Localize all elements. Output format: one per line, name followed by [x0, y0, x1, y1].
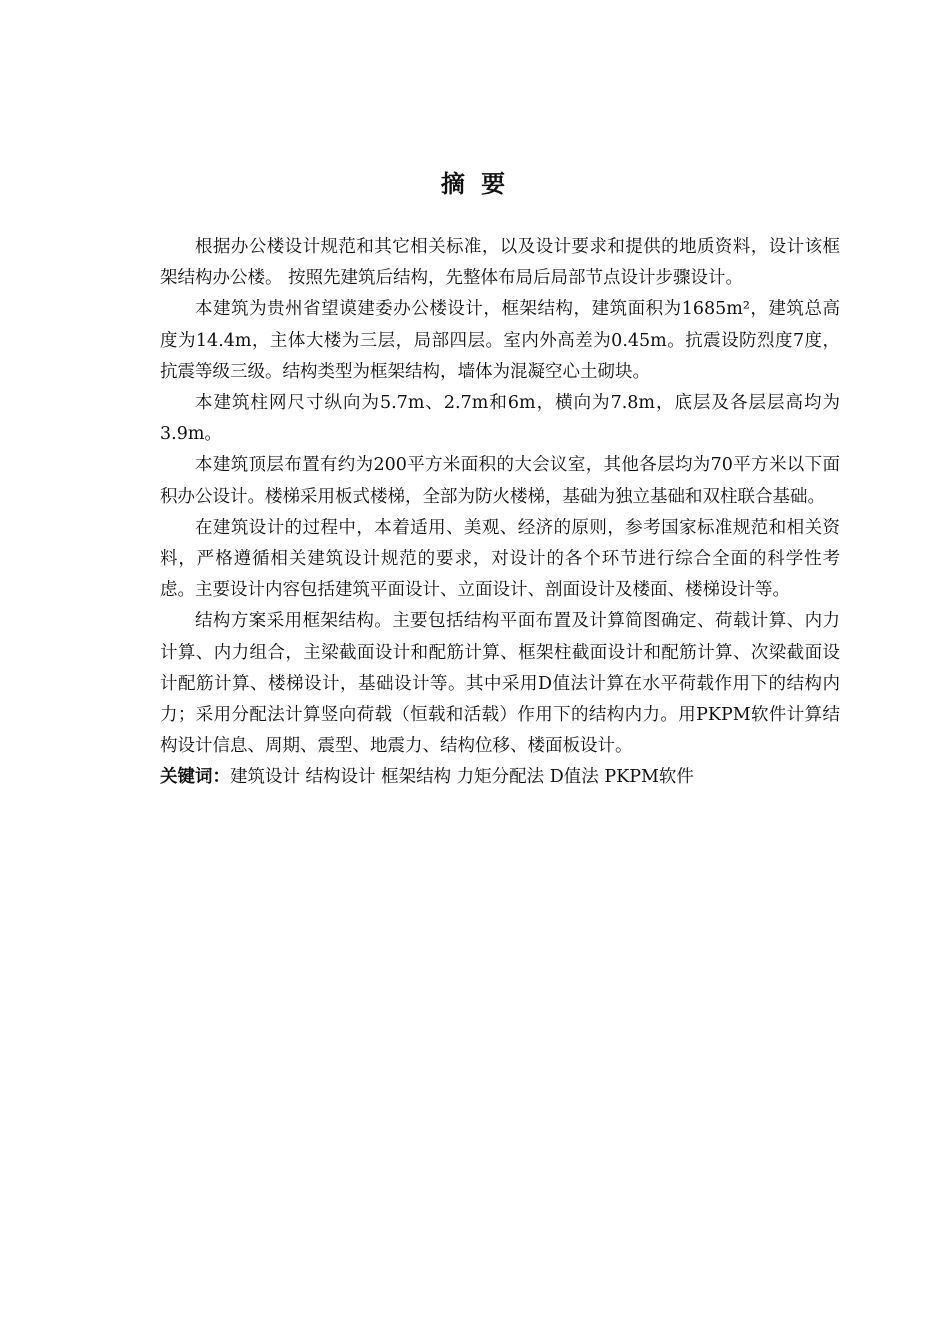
abstract-paragraph-3: 本建筑柱网尺寸纵向为5.7m、2.7m和6m，横向为7.8m，底层及各层层高均为3.9m。	[160, 393, 840, 445]
abstract-body	[160, 232, 840, 794]
abstract-paragraph-1: 根据办公楼设计规范和其它相关标准，以及设计要求和提供的地质资料，设计该框架结构办公楼。 按照先建筑后结构，先整体布局后局部节点设计步骤设计。	[160, 237, 840, 289]
keywords-line	[160, 762, 840, 793]
keywords-text: 建筑设计 结构设计 框架结构 力矩分配法 D值法 PKPM软件	[230, 767, 694, 788]
abstract-paragraph-4: 本建筑顶层布置有约为200平方米面积的大会议室，其他各层均为70平方米以下面积办公设计。楼梯采用板式楼梯，全部为防火楼梯，基础为独立基础和双柱联合基础。	[160, 455, 840, 507]
page-title: 摘 要	[440, 170, 510, 198]
abstract-paragraph-6: 结构方案采用框架结构。主要包括结构平面布置及计算简图确定、荷载计算、内力计算、内力组合，主梁截面设计和配筋计算、框架柱截面设计和配筋计算、次梁截面设计配筋计算、楼梯设计，基础设计等。其中采用D值法计算在水平荷载作用下的结构内力；采用分配法计算竖向荷载（恒载和活载）作用下的结构内力。用PKPM软件计算结构设计信息、周期、震型、地震力、结构位移、楼面板设计。	[160, 611, 840, 757]
abstract-paragraph-2: 本建筑为贵州省望谟建委办公楼设计，框架结构，建筑面积为1685m²，建筑总高度为14.4m，主体大楼为三层，局部四层。室内外高差为0.45m。抗震设防烈度7度，抗震等级三级。结构类型为框架结构，墙体为混凝空心土砌块。	[160, 299, 840, 382]
keywords-label: 关键词：	[160, 767, 230, 788]
abstract-paragraph-5: 在建筑设计的过程中，本着适用、美观、经济的原则，参考国家标准规范和相关资料，严格遵循相关建筑设计规范的要求，对设计的各个环节进行综合全面的科学性考虑。主要设计内容包括建筑平面设计、立面设计、剖面设计及楼面、楼梯设计等。	[160, 517, 840, 601]
